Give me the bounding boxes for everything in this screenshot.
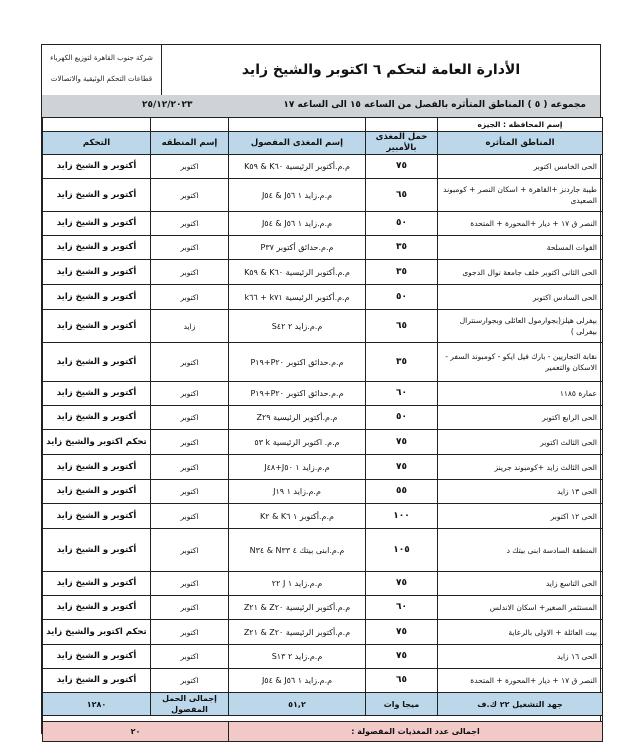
governorate-label: إسم المحافظه : الجيزه — [438, 118, 603, 132]
load-cell: ١٠٥ — [366, 529, 438, 572]
affected-area-cell: بيفرلى هيلز(بجوارمول العائلى وبجوارسنترال بيفرلى ) — [438, 310, 603, 343]
company-department: قطاعات التحكم الوثيقية والاتصالات — [50, 75, 153, 83]
control-cell: أكتوبر و الشيخ زايد — [43, 669, 151, 693]
group-line — [42, 95, 600, 118]
affected-area-cell: الحى ١٦ زايد — [438, 645, 603, 669]
feeder-cell: م.م.أكتوبر الرئيسية K٦٠ & K٥٩ — [229, 260, 366, 285]
region-cell: اكتوبر — [151, 669, 229, 693]
control-cell: أكتوبر و الشيخ زايد — [43, 480, 151, 504]
table-row — [43, 236, 603, 260]
column-header-areas: المناطق المتأثره — [438, 132, 603, 155]
table-row — [43, 572, 603, 596]
control-cell: أكتوبر و الشيخ زايد — [43, 645, 151, 669]
affected-area-cell: المنطقة السادسة ابنى بيتك د — [438, 529, 603, 572]
table-row — [43, 669, 603, 693]
control-cell: أكتوبر و الشيخ زايد — [43, 236, 151, 260]
feeder-cell: م.م.زايد ١ J ٢٢ — [229, 572, 366, 596]
region-cell: اكتوبر — [151, 480, 229, 504]
table-row — [43, 155, 603, 179]
region-cell: اكتوبر — [151, 260, 229, 285]
company-box — [42, 45, 162, 95]
table-row — [43, 430, 603, 455]
load-cell: ٧٥ — [366, 455, 438, 480]
control-cell: أكتوبر و الشيخ زايد — [43, 260, 151, 285]
feeder-cell: م.م. اكتوبر الرئيسية k ٥٣ — [229, 430, 366, 455]
control-cell: أكتوبر و الشيخ زايد — [43, 455, 151, 480]
table-row — [43, 455, 603, 480]
table-header-row — [43, 132, 603, 155]
region-cell: اكتوبر — [151, 155, 229, 179]
load-cell: ٦٥ — [366, 669, 438, 693]
column-header-region: إسم المنطقه — [151, 132, 229, 155]
feeder-cell: م.م.أكتوبر الرئيسية K٦٠ & K٥٩ — [229, 155, 366, 179]
document-header — [42, 45, 600, 96]
feeder-cell: م.م.ابنى بيتك ٤ N٣٣ & N٣٤ — [229, 529, 366, 572]
region-cell: اكتوبر — [151, 504, 229, 529]
total-load-label: إجمالى الحمل المفصول — [151, 693, 229, 716]
column-header-feeder: إسم المغذى المفصول — [229, 132, 366, 155]
control-cell: أكتوبر و الشيخ زايد — [43, 212, 151, 236]
affected-area-cell: المستثمر الصغير+ اسكان الاندلس — [438, 596, 603, 620]
region-cell: اكتوبر — [151, 179, 229, 212]
table-row — [43, 310, 603, 343]
affected-area-cell: القوات المسلحة — [438, 236, 603, 260]
outage-table — [42, 117, 603, 742]
affected-area-cell: الحى الثالث اكتوبر — [438, 430, 603, 455]
control-cell: أكتوبر و الشيخ زايد — [43, 285, 151, 310]
table-row — [43, 406, 603, 430]
region-cell: اكتوبر — [151, 236, 229, 260]
company-name: شركة جنوب القاهرة لتوزيع الكهرباء — [50, 54, 153, 62]
region-cell: اكتوبر — [151, 212, 229, 236]
table-row — [43, 343, 603, 382]
control-cell: أكتوبر و الشيخ زايد — [43, 596, 151, 620]
region-cell: زايد — [151, 310, 229, 343]
region-cell: اكتوبر — [151, 645, 229, 669]
feeder-cell: م.م.أكتوبر الرئيسية Z٢٠ & Z٢١ — [229, 596, 366, 620]
feeder-cell: م.م.زايد ١ J٥٦ & J٥٤ — [229, 212, 366, 236]
load-cell: ١٠٠ — [366, 504, 438, 529]
feeder-cell: م.م.أكتوبر الرئيسية Z٢٠ & Z٢١ — [229, 620, 366, 645]
load-cell: ٥٠ — [366, 406, 438, 430]
load-cell: ٧٥ — [366, 572, 438, 596]
feeder-cell: م.م.زايد ٢ S١٣ — [229, 645, 366, 669]
affected-area-cell: الحى ١٢ اكتوبر — [438, 504, 603, 529]
control-cell: أكتوبر و الشيخ زايد — [43, 310, 151, 343]
operating-voltage: جهد التشغيل ٢٢ ك.ف — [438, 693, 603, 716]
feeder-cell: م.م.أكتوبر الرئيسية k٧١ + k٦٦ — [229, 285, 366, 310]
feeder-cell: م.م.زايد ١ J٥٠+J٤٨ — [229, 455, 366, 480]
region-cell: اكتوبر — [151, 285, 229, 310]
region-cell: اكتوبر — [151, 455, 229, 480]
total-mw-label: ميجا وات — [366, 693, 438, 716]
affected-area-cell: الحى السادس اكتوبر — [438, 285, 603, 310]
load-cell: ٣٥ — [366, 260, 438, 285]
control-cell: أكتوبر و الشيخ زايد — [43, 572, 151, 596]
document-sheet — [41, 44, 601, 734]
load-cell: ٧٥ — [366, 620, 438, 645]
feeder-cell: م.م.زايد ١ J١٩ — [229, 480, 366, 504]
affected-area-cell: طيبة جاردنز +القاهرة + اسكان النصر + كومبوند الصعيدى — [438, 179, 603, 212]
column-header-load: حمل المغذى بالأمبير — [366, 132, 438, 155]
feeder-count-value: ٢٠ — [43, 722, 229, 742]
control-cell: تحكم اكتوبر والشيخ زايد — [43, 620, 151, 645]
affected-area-cell: الحى التاسع زايد — [438, 572, 603, 596]
control-cell: أكتوبر و الشيخ زايد — [43, 155, 151, 179]
load-cell: ٦٥ — [366, 179, 438, 212]
table-row — [43, 212, 603, 236]
feeder-cell: م.م.زايد ٢ S٤٢ — [229, 310, 366, 343]
region-cell: اكتوبر — [151, 406, 229, 430]
control-cell: أكتوبر و الشيخ زايد — [43, 179, 151, 212]
region-cell: اكتوبر — [151, 572, 229, 596]
load-cell: ٥٠ — [366, 212, 438, 236]
feeder-cell: م.م.حدائق أكتوبر P٣٧ — [229, 236, 366, 260]
document-title: الأدارة العامة لتحكم ٦ اكتوبر والشيخ زايد — [241, 62, 521, 78]
affected-area-cell: الحى ١٣ زايد — [438, 480, 603, 504]
region-cell: اكتوبر — [151, 529, 229, 572]
region-cell: اكتوبر — [151, 620, 229, 645]
affected-area-cell: النصر ق ١٧ + ديار +المحورة + المتحدة — [438, 669, 603, 693]
control-cell: أكتوبر و الشيخ زايد — [43, 529, 151, 572]
table-row — [43, 504, 603, 529]
load-cell: ٣٥ — [366, 236, 438, 260]
table-row — [43, 382, 603, 406]
total-load-value: ١٢٨٠ — [43, 693, 151, 716]
total-mw-value: ٥١,٢ — [229, 693, 366, 716]
affected-area-cell: بيت العائلة + الاولى بالرعاية — [438, 620, 603, 645]
load-cell: ٦٠ — [366, 382, 438, 406]
control-cell: أكتوبر و الشيخ زايد — [43, 382, 151, 406]
affected-area-cell: الحى الثالث زايد +كومبوند جرينز — [438, 455, 603, 480]
affected-area-cell: الحى الرابع اكتوبر — [438, 406, 603, 430]
feeder-count-label: اجمالى عدد المغذيات المفصولة : — [229, 722, 603, 742]
feeder-cell: م.م.زايد ١ J٥٦ & J٥٤ — [229, 179, 366, 212]
feeder-cell: م.م.أكتوبر الرئيسية Z٢٩ — [229, 406, 366, 430]
table-row — [43, 596, 603, 620]
load-cell: ٥٥ — [366, 480, 438, 504]
table-row — [43, 529, 603, 572]
table-row — [43, 620, 603, 645]
feeder-cell: م.م.حدائق اكتوبر P٢٠+P١٩ — [229, 382, 366, 406]
region-cell: اكتوبر — [151, 382, 229, 406]
region-cell: اكتوبر — [151, 430, 229, 455]
load-cell: ٧٥ — [366, 645, 438, 669]
feeder-cell: م.م.زايد ١ J٥٦ & J٥٤ — [229, 669, 366, 693]
control-cell: تحكم اكتوبر والشيخ زايد — [43, 430, 151, 455]
column-header-control: التحكم — [43, 132, 151, 155]
load-cell: ٦٠ — [366, 596, 438, 620]
group-schedule-text: مجموعه ( ٥ ) المناطق المتأثره بالفصل من الساعه ١٥ الى الساعه ١٧ — [283, 100, 586, 110]
table-row — [43, 179, 603, 212]
totals-row — [43, 693, 603, 716]
affected-area-cell: النصر ق ١٧ + ديار +المحورة + المتحدة — [438, 212, 603, 236]
affected-area-cell: الحى الثانى اكتوبر خلف جامعة نوال الدجوى — [438, 260, 603, 285]
load-cell: ٧٥ — [366, 155, 438, 179]
feeder-count-row — [43, 722, 603, 742]
region-cell: اكتوبر — [151, 596, 229, 620]
load-cell: ٣٥ — [366, 343, 438, 382]
table-row — [43, 260, 603, 285]
control-cell: أكتوبر و الشيخ زايد — [43, 504, 151, 529]
control-cell: أكتوبر و الشيخ زايد — [43, 406, 151, 430]
load-cell: ٥٠ — [366, 285, 438, 310]
affected-area-cell: نقابة التجاريين - بارك فيل ايكو - كومبوند السفر - الاسكان والتعمير — [438, 343, 603, 382]
region-cell: اكتوبر — [151, 343, 229, 382]
affected-area-cell: الحى الخامس اكتوبر — [438, 155, 603, 179]
table-row — [43, 645, 603, 669]
load-cell: ٦٥ — [366, 310, 438, 343]
table-row — [43, 285, 603, 310]
feeder-cell: م.م.حدائق اكتوبر P٢٠+P١٩ — [229, 343, 366, 382]
table-row — [43, 480, 603, 504]
load-cell: ٧٥ — [366, 430, 438, 455]
affected-area-cell: عمارة ١١٨٥ — [438, 382, 603, 406]
control-cell: أكتوبر و الشيخ زايد — [43, 343, 151, 382]
group-date: ٢٥/١٢/٢٠٢٣ — [142, 100, 193, 110]
governorate-row — [43, 118, 603, 132]
feeder-cell: م.م.أكتوبر ١ K٦ & K٢ — [229, 504, 366, 529]
